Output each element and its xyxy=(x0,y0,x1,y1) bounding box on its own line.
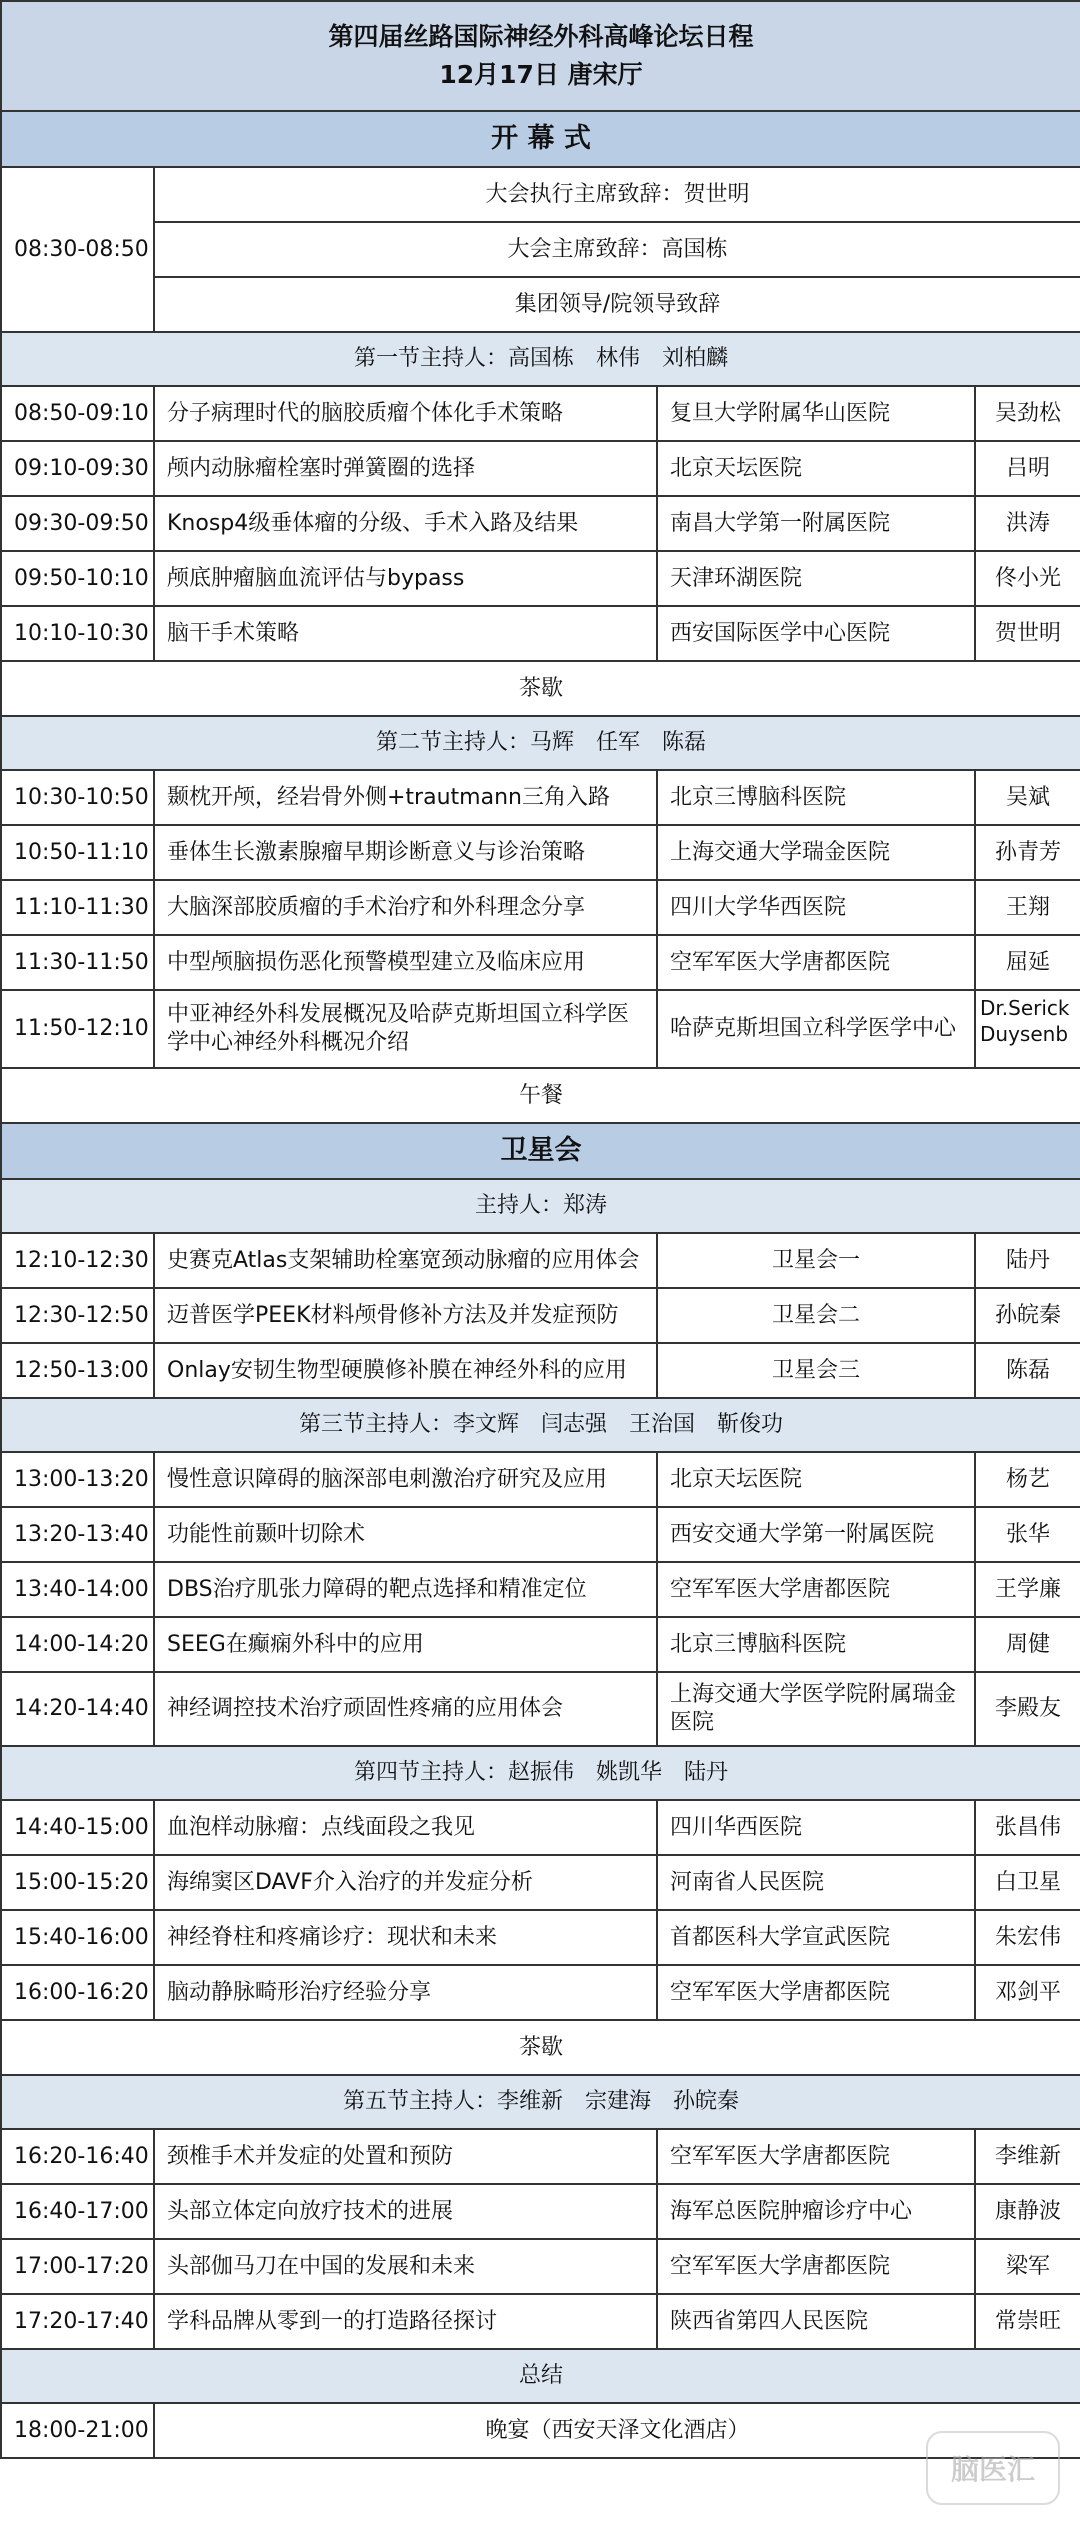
lunch-row xyxy=(1,1068,1080,1123)
time-cell: 17:00-17:20 xyxy=(1,2239,154,2294)
watermark-logo: 脑医汇 xyxy=(926,2431,1060,2505)
time-cell: 16:40-17:00 xyxy=(1,2184,154,2239)
speaker-cell: 吕明 xyxy=(975,441,1080,496)
org-cell: 南昌大学第一附属医院 xyxy=(657,496,975,551)
table-row xyxy=(1,990,1080,1068)
table-row xyxy=(1,2294,1080,2349)
topic-cell: 头部伽马刀在中国的发展和未来 xyxy=(154,2239,657,2294)
opening-row xyxy=(1,167,1080,222)
time-cell: 14:20-14:40 xyxy=(1,1672,154,1746)
time-cell: 16:20-16:40 xyxy=(1,2129,154,2184)
time-cell: 17:20-17:40 xyxy=(1,2294,154,2349)
time-cell: 11:50-12:10 xyxy=(1,990,154,1068)
time-cell: 10:50-11:10 xyxy=(1,825,154,880)
section3-host-row xyxy=(1,1398,1080,1452)
org-cell: 北京三博脑科医院 xyxy=(657,770,975,825)
speaker-cell: 吴劲松 xyxy=(975,386,1080,441)
section3-host: 第三节主持人：李文辉 闫志强 王治国 靳俊功 xyxy=(1,1398,1080,1452)
table-row xyxy=(1,1672,1080,1746)
org-cell: 河南省人民医院 xyxy=(657,1855,975,1910)
tea-break-label: 茶歇 xyxy=(1,661,1080,716)
opening-item: 大会执行主席致辞：贺世明 xyxy=(154,167,1080,222)
org-cell: 空军军医大学唐都医院 xyxy=(657,1965,975,2020)
org-cell: 卫星会三 xyxy=(657,1343,975,1398)
org-cell: 北京天坛医院 xyxy=(657,441,975,496)
org-cell: 北京三博脑科医院 xyxy=(657,1617,975,1672)
satellite-band-label: 卫星会 xyxy=(1,1123,1080,1179)
satellite-band xyxy=(1,1123,1080,1179)
speaker-cell: 张华 xyxy=(975,1507,1080,1562)
table-row xyxy=(1,2239,1080,2294)
table-row xyxy=(1,880,1080,935)
opening-band xyxy=(1,111,1080,167)
satellite-host: 主持人：郑涛 xyxy=(1,1179,1080,1233)
speaker-cell: 周健 xyxy=(975,1617,1080,1672)
speaker-cell: Dr.Serick Duysenb xyxy=(975,990,1080,1068)
table-row xyxy=(1,1233,1080,1288)
org-cell: 海军总医院肿瘤诊疗中心 xyxy=(657,2184,975,2239)
topic-cell: 脑干手术策略 xyxy=(154,606,657,661)
table-row xyxy=(1,1965,1080,2020)
table-row xyxy=(1,1855,1080,1910)
topic-cell: 慢性意识障碍的脑深部电刺激治疗研究及应用 xyxy=(154,1452,657,1507)
tea-break-label: 茶歇 xyxy=(1,2020,1080,2075)
opening-item: 集团领导/院领导致辞 xyxy=(154,277,1080,332)
topic-cell: 血泡样动脉瘤：点线面段之我见 xyxy=(154,1800,657,1855)
speaker-cell: 常崇旺 xyxy=(975,2294,1080,2349)
org-cell: 四川华西医院 xyxy=(657,1800,975,1855)
date-venue: 12月17日 唐宋厅 xyxy=(439,60,643,89)
speaker-cell: 王翔 xyxy=(975,880,1080,935)
topic-cell: 功能性前颞叶切除术 xyxy=(154,1507,657,1562)
topic-cell: 神经脊柱和疼痛诊疗：现状和未来 xyxy=(154,1910,657,1965)
opening-row xyxy=(1,277,1080,332)
time-cell: 09:10-09:30 xyxy=(1,441,154,496)
topic-cell: 颈椎手术并发症的处置和预防 xyxy=(154,2129,657,2184)
table-row xyxy=(1,1910,1080,1965)
speaker-cell: 吴斌 xyxy=(975,770,1080,825)
opening-band-label: 开 幕 式 xyxy=(1,111,1080,167)
title-row xyxy=(1,1,1080,111)
topic-cell: Onlay安韧生物型硬膜修补膜在神经外科的应用 xyxy=(154,1343,657,1398)
table-row xyxy=(1,1288,1080,1343)
topic-cell: 海绵窦区DAVF介入治疗的并发症分析 xyxy=(154,1855,657,1910)
topic-cell: 学科品牌从零到一的打造路径探讨 xyxy=(154,2294,657,2349)
org-cell: 上海交通大学医学院附属瑞金医院 xyxy=(657,1672,975,1746)
org-cell: 空军军医大学唐都医院 xyxy=(657,1562,975,1617)
topic-cell: 垂体生长激素腺瘤早期诊断意义与诊治策略 xyxy=(154,825,657,880)
speaker-cell: 李殿友 xyxy=(975,1672,1080,1746)
topic-cell: Knosp4级垂体瘤的分级、手术入路及结果 xyxy=(154,496,657,551)
dinner-label: 晚宴（西安天泽文化酒店） xyxy=(154,2403,1080,2458)
table-row xyxy=(1,496,1080,551)
speaker-cell: 佟小光 xyxy=(975,551,1080,606)
time-cell: 11:10-11:30 xyxy=(1,880,154,935)
time-cell: 12:10-12:30 xyxy=(1,1233,154,1288)
org-cell: 西安交通大学第一附属医院 xyxy=(657,1507,975,1562)
opening-time: 08:30-08:50 xyxy=(1,167,154,332)
section2-host-row xyxy=(1,716,1080,770)
time-cell: 12:50-13:00 xyxy=(1,1343,154,1398)
table-row xyxy=(1,1562,1080,1617)
table-row xyxy=(1,1800,1080,1855)
table-row xyxy=(1,551,1080,606)
topic-cell: DBS治疗肌张力障碍的靶点选择和精准定位 xyxy=(154,1562,657,1617)
table-row xyxy=(1,1452,1080,1507)
speaker-cell: 孙青芳 xyxy=(975,825,1080,880)
time-cell: 10:30-10:50 xyxy=(1,770,154,825)
topic-cell: 史赛克Atlas支架辅助栓塞宽颈动脉瘤的应用体会 xyxy=(154,1233,657,1288)
table-row xyxy=(1,770,1080,825)
topic-cell: SEEG在癫痫外科中的应用 xyxy=(154,1617,657,1672)
speaker-cell: 杨艺 xyxy=(975,1452,1080,1507)
org-cell: 空军军医大学唐都医院 xyxy=(657,2129,975,2184)
time-cell: 14:40-15:00 xyxy=(1,1800,154,1855)
time-cell: 12:30-12:50 xyxy=(1,1288,154,1343)
time-cell: 11:30-11:50 xyxy=(1,935,154,990)
org-cell: 复旦大学附属华山医院 xyxy=(657,386,975,441)
time-cell: 13:40-14:00 xyxy=(1,1562,154,1617)
topic-cell: 大脑深部胶质瘤的手术治疗和外科理念分享 xyxy=(154,880,657,935)
dinner-row xyxy=(1,2403,1080,2458)
table-row xyxy=(1,441,1080,496)
time-cell: 14:00-14:20 xyxy=(1,1617,154,1672)
section5-host: 第五节主持人：李维新 宗建海 孙皖秦 xyxy=(1,2075,1080,2129)
table-row xyxy=(1,1617,1080,1672)
topic-cell: 脑动静脉畸形治疗经验分享 xyxy=(154,1965,657,2020)
topic-cell: 中亚神经外科发展概况及哈萨克斯坦国立科学医学中心神经外科概况介绍 xyxy=(154,990,657,1068)
time-cell: 13:00-13:20 xyxy=(1,1452,154,1507)
time-cell: 09:30-09:50 xyxy=(1,496,154,551)
table-row xyxy=(1,386,1080,441)
lunch-label: 午餐 xyxy=(1,1068,1080,1123)
org-cell: 首都医科大学宣武医院 xyxy=(657,1910,975,1965)
table-row xyxy=(1,606,1080,661)
org-cell: 陕西省第四人民医院 xyxy=(657,2294,975,2349)
speaker-cell: 朱宏伟 xyxy=(975,1910,1080,1965)
topic-cell: 迈普医学PEEK材料颅骨修补方法及并发症预防 xyxy=(154,1288,657,1343)
section2-host: 第二节主持人：马辉 任军 陈磊 xyxy=(1,716,1080,770)
org-cell: 上海交通大学瑞金医院 xyxy=(657,825,975,880)
topic-cell: 颞枕开颅，经岩骨外侧+trautmann三角入路 xyxy=(154,770,657,825)
org-cell: 西安国际医学中心医院 xyxy=(657,606,975,661)
speaker-cell: 梁军 xyxy=(975,2239,1080,2294)
time-cell: 15:40-16:00 xyxy=(1,1910,154,1965)
section4-host-row xyxy=(1,1746,1080,1800)
topic-cell: 分子病理时代的脑胶质瘤个体化手术策略 xyxy=(154,386,657,441)
table-row xyxy=(1,825,1080,880)
speaker-cell: 屈延 xyxy=(975,935,1080,990)
page-title: 第四届丝路国际神经外科高峰论坛日程 xyxy=(328,22,754,51)
speaker-cell: 白卫星 xyxy=(975,1855,1080,1910)
time-cell: 10:10-10:30 xyxy=(1,606,154,661)
org-cell: 天津环湖医院 xyxy=(657,551,975,606)
speaker-cell: 李维新 xyxy=(975,2129,1080,2184)
opening-item: 大会主席致辞：高国栋 xyxy=(154,222,1080,277)
dinner-time: 18:00-21:00 xyxy=(1,2403,154,2458)
speaker-cell: 邓剑平 xyxy=(975,1965,1080,2020)
section4-host: 第四节主持人：赵振伟 姚凯华 陆丹 xyxy=(1,1746,1080,1800)
section1-host-row xyxy=(1,332,1080,386)
speaker-cell: 贺世明 xyxy=(975,606,1080,661)
speaker-cell: 洪涛 xyxy=(975,496,1080,551)
org-cell: 北京天坛医院 xyxy=(657,1452,975,1507)
org-cell: 卫星会二 xyxy=(657,1288,975,1343)
org-cell: 四川大学华西医院 xyxy=(657,880,975,935)
satellite-host-row xyxy=(1,1179,1080,1233)
speaker-cell: 张昌伟 xyxy=(975,1800,1080,1855)
table-row xyxy=(1,1507,1080,1562)
speaker-cell: 康静波 xyxy=(975,2184,1080,2239)
speaker-cell: 孙皖秦 xyxy=(975,1288,1080,1343)
topic-cell: 颅底肿瘤脑血流评估与bypass xyxy=(154,551,657,606)
section1-host: 第一节主持人：高国栋 林伟 刘柏麟 xyxy=(1,332,1080,386)
org-cell: 卫星会一 xyxy=(657,1233,975,1288)
section5-host-row xyxy=(1,2075,1080,2129)
topic-cell: 颅内动脉瘤栓塞时弹簧圈的选择 xyxy=(154,441,657,496)
summary-label: 总结 xyxy=(1,2349,1080,2403)
time-cell: 13:20-13:40 xyxy=(1,1507,154,1562)
table-row xyxy=(1,2184,1080,2239)
opening-row xyxy=(1,222,1080,277)
time-cell: 09:50-10:10 xyxy=(1,551,154,606)
summary-row xyxy=(1,2349,1080,2403)
title-cell xyxy=(1,1,1080,111)
org-cell: 空军军医大学唐都医院 xyxy=(657,935,975,990)
speaker-cell: 陈磊 xyxy=(975,1343,1080,1398)
topic-cell: 中型颅脑损伤恶化预警模型建立及临床应用 xyxy=(154,935,657,990)
tea-break-row xyxy=(1,661,1080,716)
topic-cell: 神经调控技术治疗顽固性疼痛的应用体会 xyxy=(154,1672,657,1746)
time-cell: 15:00-15:20 xyxy=(1,1855,154,1910)
speaker-cell: 王学廉 xyxy=(975,1562,1080,1617)
table-row xyxy=(1,1343,1080,1398)
topic-cell: 头部立体定向放疗技术的进展 xyxy=(154,2184,657,2239)
time-cell: 16:00-16:20 xyxy=(1,1965,154,2020)
speaker-cell: 陆丹 xyxy=(975,1233,1080,1288)
table-row xyxy=(1,935,1080,990)
tea-break-row xyxy=(1,2020,1080,2075)
time-cell: 08:50-09:10 xyxy=(1,386,154,441)
table-row xyxy=(1,2129,1080,2184)
org-cell: 哈萨克斯坦国立科学医学中心 xyxy=(657,990,975,1068)
org-cell: 空军军医大学唐都医院 xyxy=(657,2239,975,2294)
